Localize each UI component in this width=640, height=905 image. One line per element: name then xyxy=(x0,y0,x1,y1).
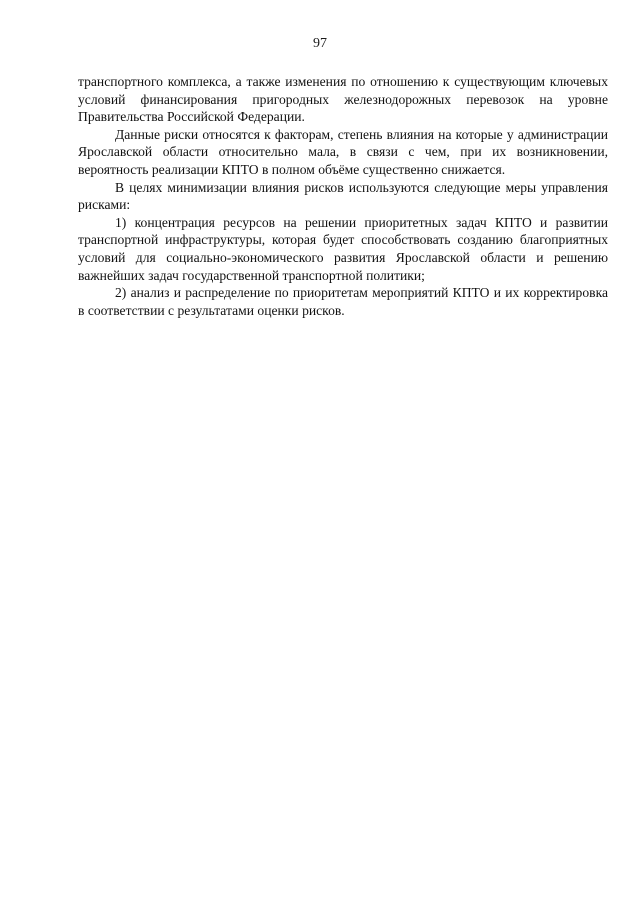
page-number: 97 xyxy=(313,36,327,51)
paragraph-measure-2: 2) анализ и распределение по приоритетам мероприятий КПТО и их корректировка в соответствии с результатами оценки рисков. xyxy=(78,285,608,318)
paragraph-measure-1: 1) концентрация ресурсов на решении приоритетных задач КПТО и развитии транспортной инфраструктуры, которая будет способствовать созданию благоприятных условий для социально-экономического развития Ярославской области и решению важнейших задач государственной транспортной политики; xyxy=(78,214,608,283)
paragraph-risk-measures-intro: В целях минимизации влияния рисков используются следующие меры управления рисками: xyxy=(78,179,608,213)
document-body xyxy=(78,73,608,319)
paragraph-continuation: транспортного комплекса, а также изменения по отношению к существующим ключевых условий финансирования пригородных железнодорожных перевозок на уровне Правительства Российской Федерации. xyxy=(78,74,608,125)
paragraph-risk-factors: Данные риски относятся к факторам, степень влияния на которые у администрации Ярославской области относительно мала, в связи с чем, при их возникновении, вероятность реализации КПТО в полном объёме существенно снижается. xyxy=(78,126,608,177)
